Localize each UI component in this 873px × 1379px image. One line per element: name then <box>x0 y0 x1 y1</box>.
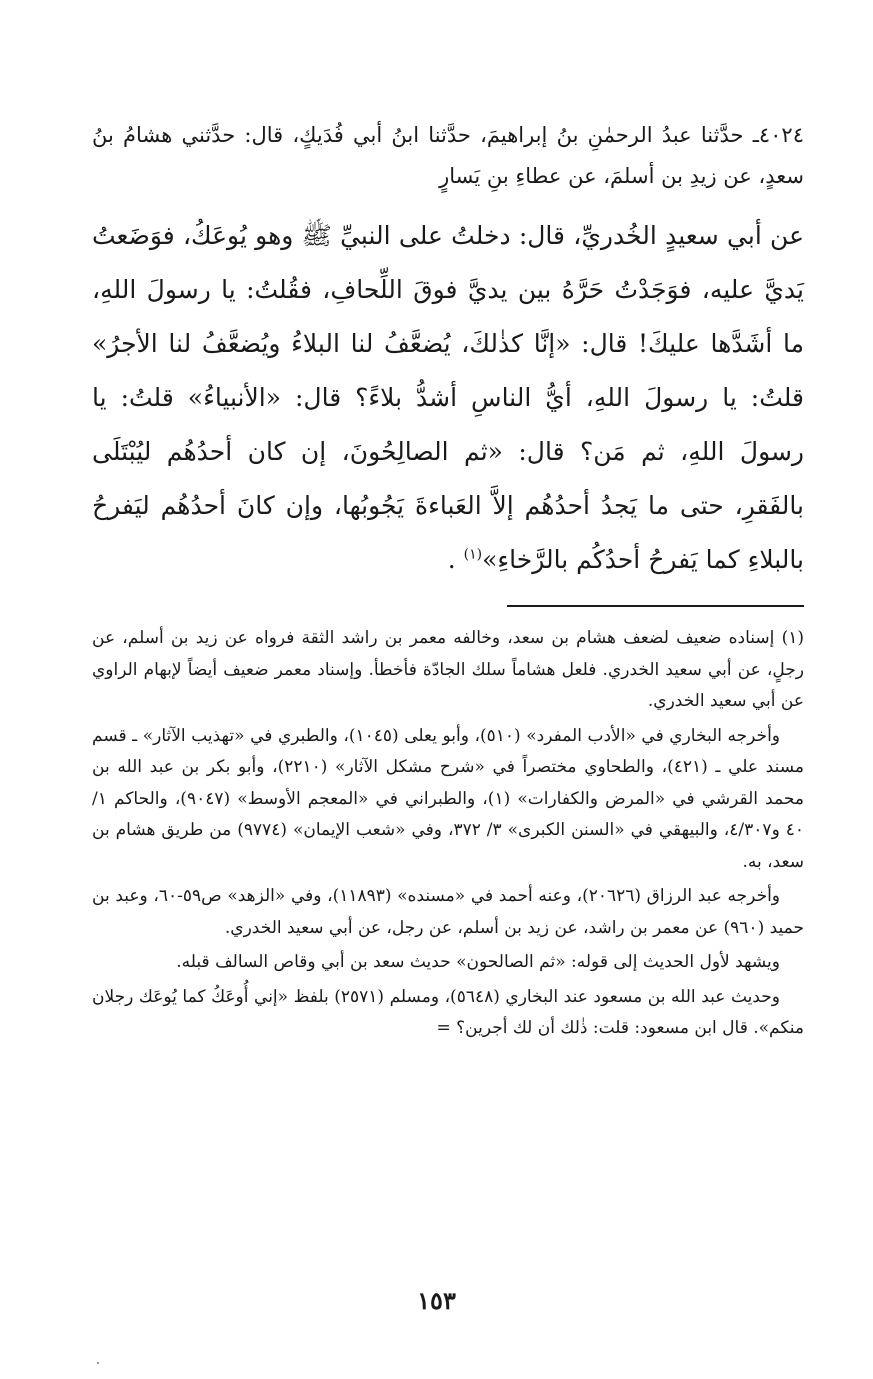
footnote-paragraph-shahid: ويشهد لأول الحديث إلى قوله: «ثم الصالحون» حديث سعد بن أبي وقاص السالف قبله. <box>176 952 780 972</box>
footnote-1: (١) إسناده ضعيف لضعف هشام بن سعد، وخالفه معمر بن راشد الثقة فرواه عن زيد بن أسلم، عن رجلٍ، عن أبي سعيد الخدري. فلعل هشاماً سلك الجادّة فأخطأ. وإسناد معمر ضعيف أيضاً لإبهام الراوي عن أبي سعيد الخدري. <box>92 628 804 711</box>
hadith-end-mark: . <box>447 545 456 574</box>
footnote-paragraph-ibn-masud: وحديث عبد الله بن مسعود عند البخاري (٥٦٤٨)، ومسلم (٢٥٧١) بلفظ «إني أُوعَكُ كما يُوعَك رجلان منكم». قال ابن مسعود: قلت: ذٰلك أن لك أجرين؟ = <box>92 986 804 1038</box>
footnote-reference: (١) <box>463 546 483 563</box>
footnote-separator <box>507 605 804 607</box>
book-page <box>92 115 804 1048</box>
hadith-matn-text: عن أبي سعيدٍ الخُدريِّ، قال: دخلتُ على النبيِّ ﷺ وهو يُوعَكُ، فوَضَعتُ يَديَّ عليه، فوَجَدْتُ حَرَّهُ بين يديَّ فوقَ اللِّحافِ، فقُلتُ: يا رسولَ اللهِ، ما أشَدَّها عليكَ! قال: «إنَّا كذٰلكَ، يُضعَّفُ لنا البلاءُ ويُضعَّفُ لنا الأجرُ» قلتُ: يا رسولَ اللهِ، أيُّ الناسِ أشدُّ بلاءً؟ قال: «الأنبياءُ» قلتُ: يا رسولَ اللهِ، ثم مَن؟ قال: «ثم الصالِحُونَ، إن كان أحدُهُم ليُبْتَلَى بالفَقرِ، حتى ما يَجدُ أحدُهُم إلاَّ العَباءةَ يَجُوبُها، وإن كانَ أحدُهُم ليَفرحُ بالبلاءِ كما يَفرحُ أحدُكُم بالرَّخاءِ» <box>92 221 804 574</box>
hadith-isnad: ٤٠٢٤ـ حدَّثنا عبدُ الرحمٰنِ بنُ إبراهيمَ، حدَّثنا ابنُ أبي فُدَيكٍ، قال: حدَّثني هشامُ بنُ سعدٍ، عن زيدِ بن أسلمَ، عن عطاءِ بنِ يَسارٍ <box>92 123 804 188</box>
scan-speck <box>97 1362 99 1364</box>
footnote-paragraph-takhrij: وأخرجه البخاري في «الأدب المفرد» (٥١٠)، وأبو يعلى (١٠٤٥)، والطبري في «تهذيب الآثار» ـ قسم مسند علي ـ (٤٢١)، والطحاوي مختصراً في «شرح مشكل الآثار» (٢٢١٠)، وأبو بكر بن عبد الله بن محمد القرشي في «المرض والكفارات» (١)، والطبراني في «المعجم الأوسط» (٩٠٤٧)، والحاكم ١/ ٤٠ و٤/٣٠٧، والبيهقي في «السنن الكبرى» ٣/ ٣٧٢، وفي «شعب الإيمان» (٩٧٧٤) من طريق هشام بن سعد، به. <box>92 725 804 872</box>
footnote-paragraph-abdurrazzaq: وأخرجه عبد الرزاق (٢٠٦٢٦)، وعنه أحمد في «مسنده» (١١٨٩٣)، وفي «الزهد» ص٥٩-٦٠، وعبد بن حميد (٩٦٠) عن معمر بن راشد، عن زيد بن أسلم، عن رجل، عن أبي سعيد الخدري. <box>92 886 804 938</box>
page-number: ١٥٣ <box>417 1286 456 1315</box>
hadith-matn <box>92 209 804 587</box>
